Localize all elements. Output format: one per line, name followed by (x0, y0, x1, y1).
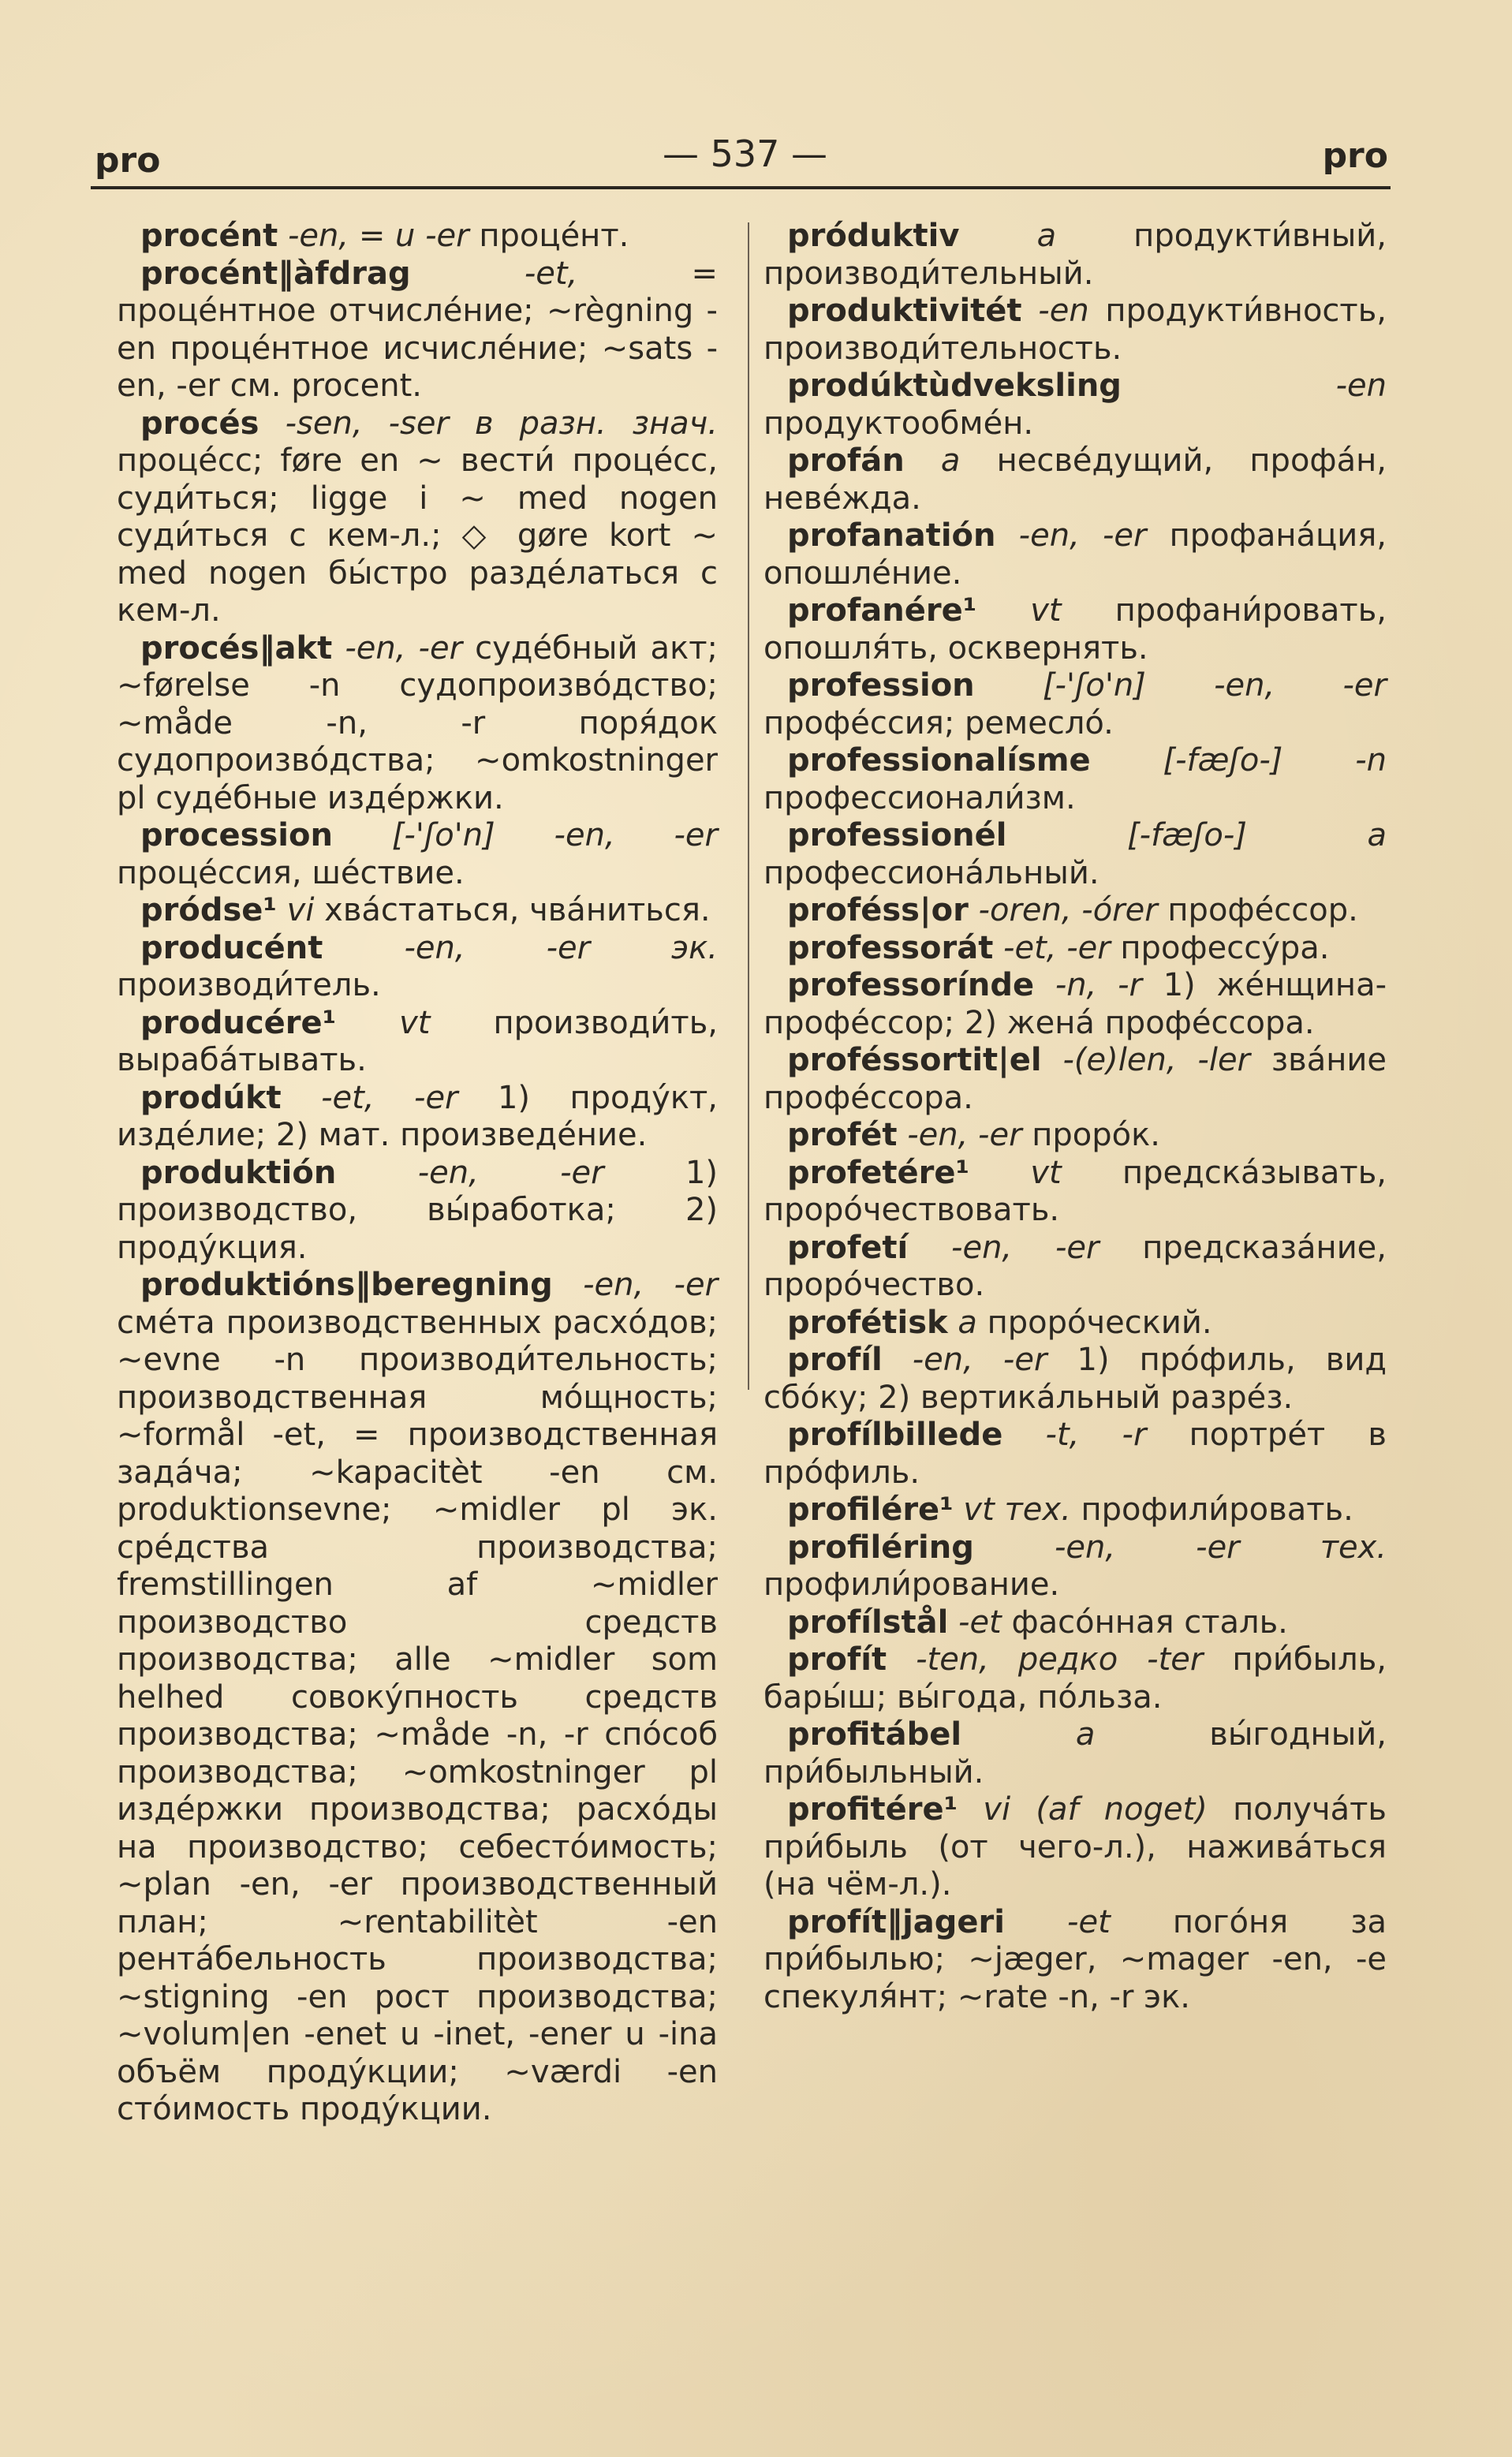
entry-headword: produktivitét (787, 293, 1022, 329)
dictionary-entry (763, 1155, 1387, 1230)
entry-grammar: vi (af noget) (983, 1791, 1208, 1828)
entry-translation: судéбный акт; ~førelse -n судопроизвóдство; ~måde -n, -r поря́док судопроизвóдства; ~omkostninger pl судéбные издéржки. (117, 629, 719, 816)
entry-translation: 1) производство, вы́работка; 2) продýкция. (117, 1154, 719, 1266)
right-column (763, 218, 1387, 2016)
entry-translation: производи́ть, вырабáтывать. (117, 1004, 719, 1078)
entry-headword: procént‖àfdrag (140, 255, 411, 292)
entry-grammar: -n, -r (1055, 967, 1142, 1003)
entry-translation: предсказáние, прорóчество. (763, 1229, 1387, 1303)
dictionary-entry (117, 256, 718, 405)
entry-grammar: -en, -er (583, 1267, 719, 1303)
entry-grammar: -en, -er (907, 1117, 1022, 1153)
dictionary-entry (763, 1641, 1387, 1716)
entry-translation: производи́тель. (117, 967, 381, 1003)
entry-headword: profetí (787, 1229, 909, 1266)
dictionary-entry (763, 667, 1387, 742)
dictionary-entry (763, 1117, 1387, 1155)
page-number: — 537 — (663, 133, 828, 175)
entry-headword: profít‖jageri (787, 1903, 1005, 1940)
entry-grammar: a (958, 1304, 977, 1341)
entry-grammar: -et (1067, 1903, 1111, 1940)
entry-headword: producére¹ (140, 1004, 337, 1041)
dictionary-entry (763, 293, 1387, 368)
header-left-guide-word: pro (95, 140, 161, 181)
entry-translation: 1) прóфиль, вид сбóку; 2) вертикáльный разрéз. (763, 1342, 1387, 1416)
entry-grammar: vt тех. (963, 1492, 1071, 1528)
entry-grammar: [-fæʃo-] a (1127, 817, 1387, 853)
entry-grammar: -en, -er (951, 1229, 1099, 1266)
entry-headword: profession (787, 667, 975, 704)
entry-translation: профили́рование. (763, 1566, 1060, 1603)
entry-translation: профили́ровать. (1081, 1492, 1353, 1528)
dictionary-entry (763, 442, 1387, 517)
entry-grammar: a (1036, 218, 1057, 254)
dictionary-entry (763, 218, 1387, 293)
dictionary-entry (117, 930, 718, 1005)
entry-translation: прорóческий. (987, 1304, 1212, 1341)
header-rule (91, 186, 1391, 189)
dictionary-entry (117, 1005, 718, 1080)
dictionary-entry (763, 1042, 1387, 1117)
entry-grammar: a (1075, 1716, 1096, 1753)
entry-headword: profét (787, 1117, 898, 1153)
entry-headword: prodúktùdveksling (787, 368, 1122, 404)
entry-grammar: -en, -er (345, 629, 463, 667)
dictionary-entry (763, 1604, 1387, 1642)
dictionary-entry (763, 1791, 1387, 1904)
entry-grammar: -en, -er эк. (404, 929, 718, 966)
dictionary-entry (117, 892, 718, 930)
entry-grammar: -oren, -órer (978, 892, 1158, 928)
entry-headword: próduktiv (787, 218, 960, 254)
entry-translation: процéнт. (479, 218, 629, 254)
entry-headword: profilére¹ (787, 1492, 954, 1528)
dictionary-entry (117, 1155, 718, 1268)
entry-headword: proféssortit|el (787, 1042, 1042, 1078)
entry-translation: предскáзывать, прорóчествовать. (763, 1154, 1387, 1228)
header-right-guide-word: pro (1322, 136, 1388, 176)
dictionary-entry (763, 967, 1387, 1042)
dictionary-entry (763, 930, 1387, 968)
entry-grammar: -en (1335, 368, 1387, 404)
entry-grammar: -et (958, 1604, 1002, 1641)
entry-translation: вы́годный, при́быльный. (763, 1716, 1387, 1790)
entry-translation: 1) продýкт, издéлие; 2) мат. произведéние. (117, 1079, 718, 1153)
dictionary-entry (763, 1305, 1387, 1342)
entry-translation: профéссор. (1167, 892, 1358, 928)
entry-grammar: -ten, редко -ter (916, 1641, 1204, 1678)
entry-grammar: -en, -er (1018, 517, 1147, 554)
entry-translation: профессионáльный. (763, 854, 1099, 891)
dictionary-entry (117, 218, 718, 256)
dictionary-entry (763, 517, 1387, 592)
dictionary-entry (763, 817, 1387, 892)
entry-headword: professionél (787, 817, 1007, 853)
entry-translation: процéссия, шéствие. (117, 854, 465, 891)
entry-headword: profán (787, 442, 905, 479)
entry-headword: profíl (787, 1342, 883, 1378)
dictionary-entry (763, 368, 1387, 442)
entry-headword: procés‖akt (140, 629, 333, 667)
entry-headword: professorát (787, 929, 994, 966)
entry-grammar: -en, -er тех. (1054, 1529, 1387, 1566)
entry-headword: profílstål (787, 1604, 949, 1641)
dictionary-entry (763, 1904, 1387, 2017)
entry-headword: profétisk (787, 1304, 948, 1341)
entry-translation: профанáция, опошлéние. (763, 517, 1387, 592)
entry-translation: портрéт в прóфиль. (763, 1417, 1387, 1491)
entry-headword: profílbillede (787, 1417, 1003, 1453)
entry-headword: profiléring (787, 1529, 974, 1566)
entry-headword: pródse¹ (140, 892, 277, 928)
dictionary-entry (763, 1417, 1387, 1492)
entry-translation: прорóк. (1032, 1117, 1161, 1153)
entry-grammar: -en, -er (912, 1342, 1047, 1378)
entry-translation: продуктообмéн. (763, 405, 1034, 442)
entry-headword: profitére¹ (787, 1791, 958, 1828)
entry-headword: procession (140, 817, 333, 853)
entry-translation: погóня за при́былью; ~jæger, ~mager -en, -e спекуля́нт; ~rate -n, -r эк. (763, 1903, 1387, 2015)
entry-headword: profanére¹ (787, 592, 977, 629)
entry-grammar: vi (286, 892, 315, 928)
entry-translation: профессýра. (1120, 929, 1330, 966)
entry-headword: profanatión (787, 517, 996, 554)
entry-headword: procés (140, 405, 259, 442)
page-header (95, 133, 1388, 188)
dictionary-entry (117, 1080, 718, 1155)
entry-translation: продукти́вность, производи́тельность. (763, 293, 1387, 367)
entry-headword: profít (787, 1641, 887, 1678)
entry-headword: prodúkt (140, 1079, 282, 1116)
entry-headword: profetére¹ (787, 1154, 969, 1191)
entry-grammar: [-'ʃo'n] -en, -er (391, 817, 718, 853)
entry-headword: produktións‖beregning (140, 1267, 553, 1303)
entry-grammar: -en (1038, 293, 1089, 329)
entry-translation: получáть при́быль (от чего-л.), наживáться (на чём-л.). (763, 1791, 1387, 1902)
entry-translation: профессионали́зм. (763, 779, 1076, 816)
entry-headword: professorínde (787, 967, 1035, 1003)
entry-translation: несвéдущий, профáн, невéжда. (763, 442, 1387, 517)
dictionary-entry (763, 592, 1387, 667)
dictionary-entry (763, 1529, 1387, 1604)
dictionary-entry (763, 1342, 1387, 1417)
entry-translation: хвáстаться, чвáниться. (324, 892, 711, 928)
dictionary-entry (117, 1267, 718, 2129)
entry-headword: procént (140, 218, 278, 254)
entry-translation: процéнтное отчислéние; ~règning -en процéнтное исчислéние; ~sats -en, -er см. procent. (117, 293, 718, 404)
entry-grammar: -sen, -ser в разн. знач. (285, 405, 719, 442)
entry-translation: процéсс; føre en ~ вести́ процéсс, суди́ться; ligge i ~ med nogen суди́ться с кем-л.; ◇ gøre kort ~ med nogen бы́стро разде́латься с кем-л. (117, 442, 718, 629)
entry-headword: producént (140, 929, 323, 966)
entry-grammar: -en, -er (417, 1154, 604, 1191)
entry-grammar: vt (1030, 592, 1062, 629)
dictionary-entry (117, 405, 718, 630)
entry-translation: фасóнная сталь. (1011, 1604, 1288, 1641)
entry-translation: продукти́вный, производи́тельный. (763, 218, 1387, 292)
entry-grammar: -t, -r (1045, 1417, 1147, 1453)
entry-grammar: -et, -er (1003, 929, 1111, 966)
entry-translation: профéссия; ремеслó. (763, 704, 1114, 741)
entry-translation: 1) жéнщина-профéссор; 2) женá профéссора. (763, 967, 1387, 1041)
entry-translation: смéта производственных расхóдов; ~evne -n производи́тельность; производственная мóщность; ~formål -et, = производственная задáча; ~kapacitèt -en см. produktionsevne; ~midler pl эк. срéдства производства; fremstillingen af ~midler производство средств производства; alle ~midler som helhed совокýпность средств производства; ~måde -n, -r спóсоб производства; ~omkostninger pl издéржки производства; расхóды на производство; себестóимость; ~plan -en, -er производственный план; ~rentabilitèt -en рентáбельность производства; ~stigning -en рост производства; ~volum|en -enet u -inet, -ener u -ina объём продýкции; ~værdi -en стóимость продýкции. (117, 1304, 718, 2127)
dictionary-entry (763, 1716, 1387, 1791)
dictionary-entry (763, 742, 1387, 817)
entry-grammar: vt (1030, 1154, 1062, 1191)
dictionary-entry (763, 1230, 1387, 1305)
entry-translation: профани́ровать, опошля́ть, осквернять. (763, 592, 1387, 667)
entry-grammar: -(e)len, -ler (1062, 1042, 1250, 1078)
entry-grammar: a (940, 442, 961, 479)
entry-translation: звáние профéссора. (763, 1042, 1387, 1116)
entry-headword: professionalísme (787, 742, 1091, 779)
left-column (117, 218, 718, 2129)
entry-grammar: -et, = (524, 255, 719, 292)
entry-translation: при́быль, бары́ш; вы́года, пóльза. (763, 1641, 1387, 1716)
dictionary-entry (763, 1492, 1387, 1529)
entry-grammar: -en, = u -er (288, 218, 469, 254)
entry-grammar: [-'ʃo'n] -en, -er (1042, 667, 1387, 704)
entry-headword: proféss|or (787, 892, 969, 928)
dictionary-entry (117, 817, 718, 892)
entry-grammar: [-fæʃo-] -n (1163, 742, 1387, 779)
dictionary-entry (117, 630, 718, 818)
column-divider (748, 222, 749, 1390)
dictionary-entry (763, 892, 1387, 930)
entry-grammar: vt (399, 1004, 431, 1041)
entry-grammar: -et, -er (321, 1079, 458, 1116)
entry-headword: profitábel (787, 1716, 962, 1753)
entry-headword: produktión (140, 1154, 337, 1191)
